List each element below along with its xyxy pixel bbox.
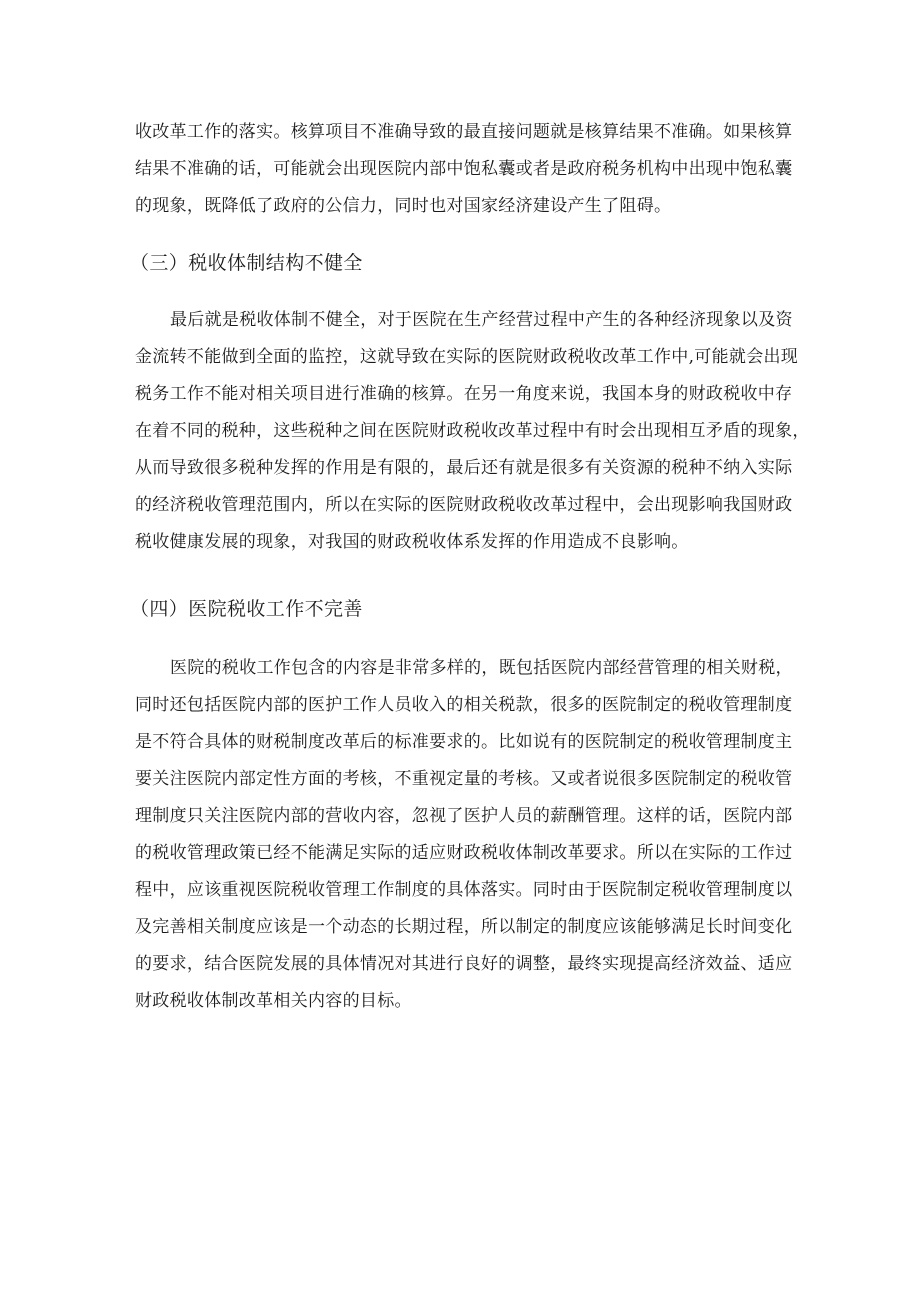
paragraph-line: 税收健康发展的现象，对我国的财政税收体系发挥的作用造成不良影响。 [135,532,689,552]
paragraph-line: 的要求，结合医院发展的具体情况对其进行良好的调整，最终实现提高经济效益、适应 [135,954,793,974]
paragraph-line: 从而导致很多税种发挥的作用是有限的，最后还有就是很多有关资源的税种不纳入实际 [135,458,793,478]
paragraph-line: 的经济税收管理范围内，所以在实际的医院财政税收改革过程中，会出现影响我国财政 [135,495,793,515]
paragraph-line: 金流转不能做到全面的监控，这就导致在实际的医院财政税收改革工作中,可能就会出现 [135,347,799,367]
paragraph-line: 理制度只关注医院内部的营收内容，忽视了医护人员的薪酬管理。这样的话，医院内部 [135,806,793,826]
paragraph-line: 税务工作不能对相关项目进行准确的核算。在另一角度来说，我国本身的财政税收中存 [135,384,793,404]
paragraph-line: 最后就是税收体制不健全，对于医院在生产经营过程中产生的各种经济现象以及资 [170,310,793,330]
paragraph-line: 是不符合具体的财税制度改革后的标准要求的。比如说有的医院制定的税收管理制度主 [135,732,793,752]
paragraph-line: 及完善相关制度应该是一个动态的长期过程，所以制定的制度应该能够满足长时间变化 [135,917,793,937]
paragraph-line: 同时还包括医院内部的医护工作人员收入的相关税款，很多的医院制定的税收管理制度 [135,695,793,715]
paragraph-line: 收改革工作的落实。核算项目不准确导致的最直接问题就是核算结果不准确。如果核算 [135,122,793,142]
paragraph-line: 要关注医院内部定性方面的考核，不重视定量的考核。又或者说很多医院制定的税收管 [135,769,793,789]
paragraph-line: 的税收管理政策已经不能满足实际的适应财政税收体制改革要求。所以在实际的工作过 [135,843,793,863]
section-heading-4: （四）医院税收工作不完善 [130,598,363,620]
paragraph-line: 结果不准确的话，可能就会出现医院内部中饱私囊或者是政府税务机构中出现中饱私囊 [135,159,793,179]
paragraph-line: 程中，应该重视医院税收管理工作制度的具体落实。同时由于医院制定税收管理制度以 [135,880,793,900]
paragraph-line: 的现象，既降低了政府的公信力，同时也对国家经济建设产生了阻碍。 [135,196,672,216]
paragraph-line: 医院的税收工作包含的内容是非常多样的，既包括医院内部经营管理的相关财税， [170,658,793,678]
paragraph-line: 财政税收体制改革相关内容的目标。 [135,991,412,1011]
paragraph-line: 在着不同的税种，这些税种之间在医院财政税收改革过程中有时会出现相互矛盾的现象， [135,421,810,441]
section-heading-3: （三）税收体制结构不健全 [130,252,363,274]
